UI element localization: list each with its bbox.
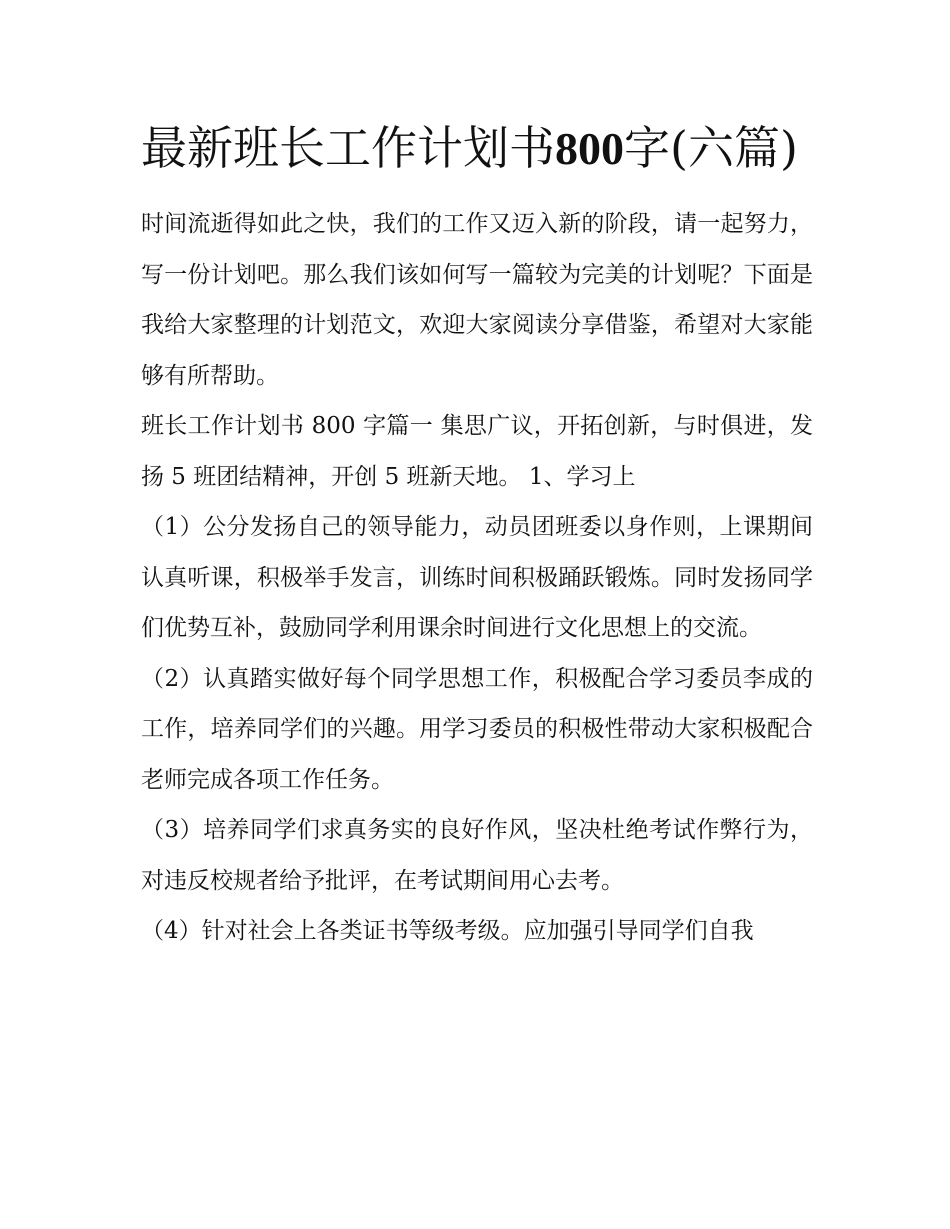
title-number: 800: [555, 123, 624, 174]
document-title: [141, 112, 813, 185]
document-body: [141, 112, 813, 957]
item-4-paragraph: （4）针对社会上各类证书等级考级。应加强引导同学们自我: [141, 918, 754, 944]
intro-paragraph: 时间流逝得如此之快，我们的工作又迈入新的阶段，请一起努力，写一份计划吧。那么我们该如何写一篇较为完美的计划呢？下面是我给大家整理的计划范文，欢迎大家阅读分享借鉴，希望对大家能够有所帮助。: [141, 211, 813, 389]
title-text-part2: 字(六篇): [624, 121, 798, 175]
item-3-paragraph: （3）培养同学们求真务实的良好作风，坚决杜绝考试作弊行为，对违反校规者给予批评，在考试期间用心去考。: [141, 817, 813, 894]
section-heading-paragraph: 班长工作计划书 800 字篇一 集思广议，开拓创新，与时俱进，发扬 5 班团结精神，开创 5 班新天地。 1、学习上: [141, 413, 813, 490]
title-text-part1: 最新班长工作计划书: [141, 121, 555, 175]
item-2-paragraph: （2）认真踏实做好每个同学思想工作，积极配合学习委员李成的工作，培养同学们的兴趣。用学习委员的积极性带动大家积极配合老师完成各项工作任务。: [141, 665, 813, 793]
item-1-paragraph: （1）公分发扬自己的领导能力，动员团班委以身作则，上课期间认真听课，积极举手发言，训练时间积极踊跃锻炼。同时发扬同学们优势互补，鼓励同学利用课余时间进行文化思想上的交流。: [141, 514, 813, 641]
